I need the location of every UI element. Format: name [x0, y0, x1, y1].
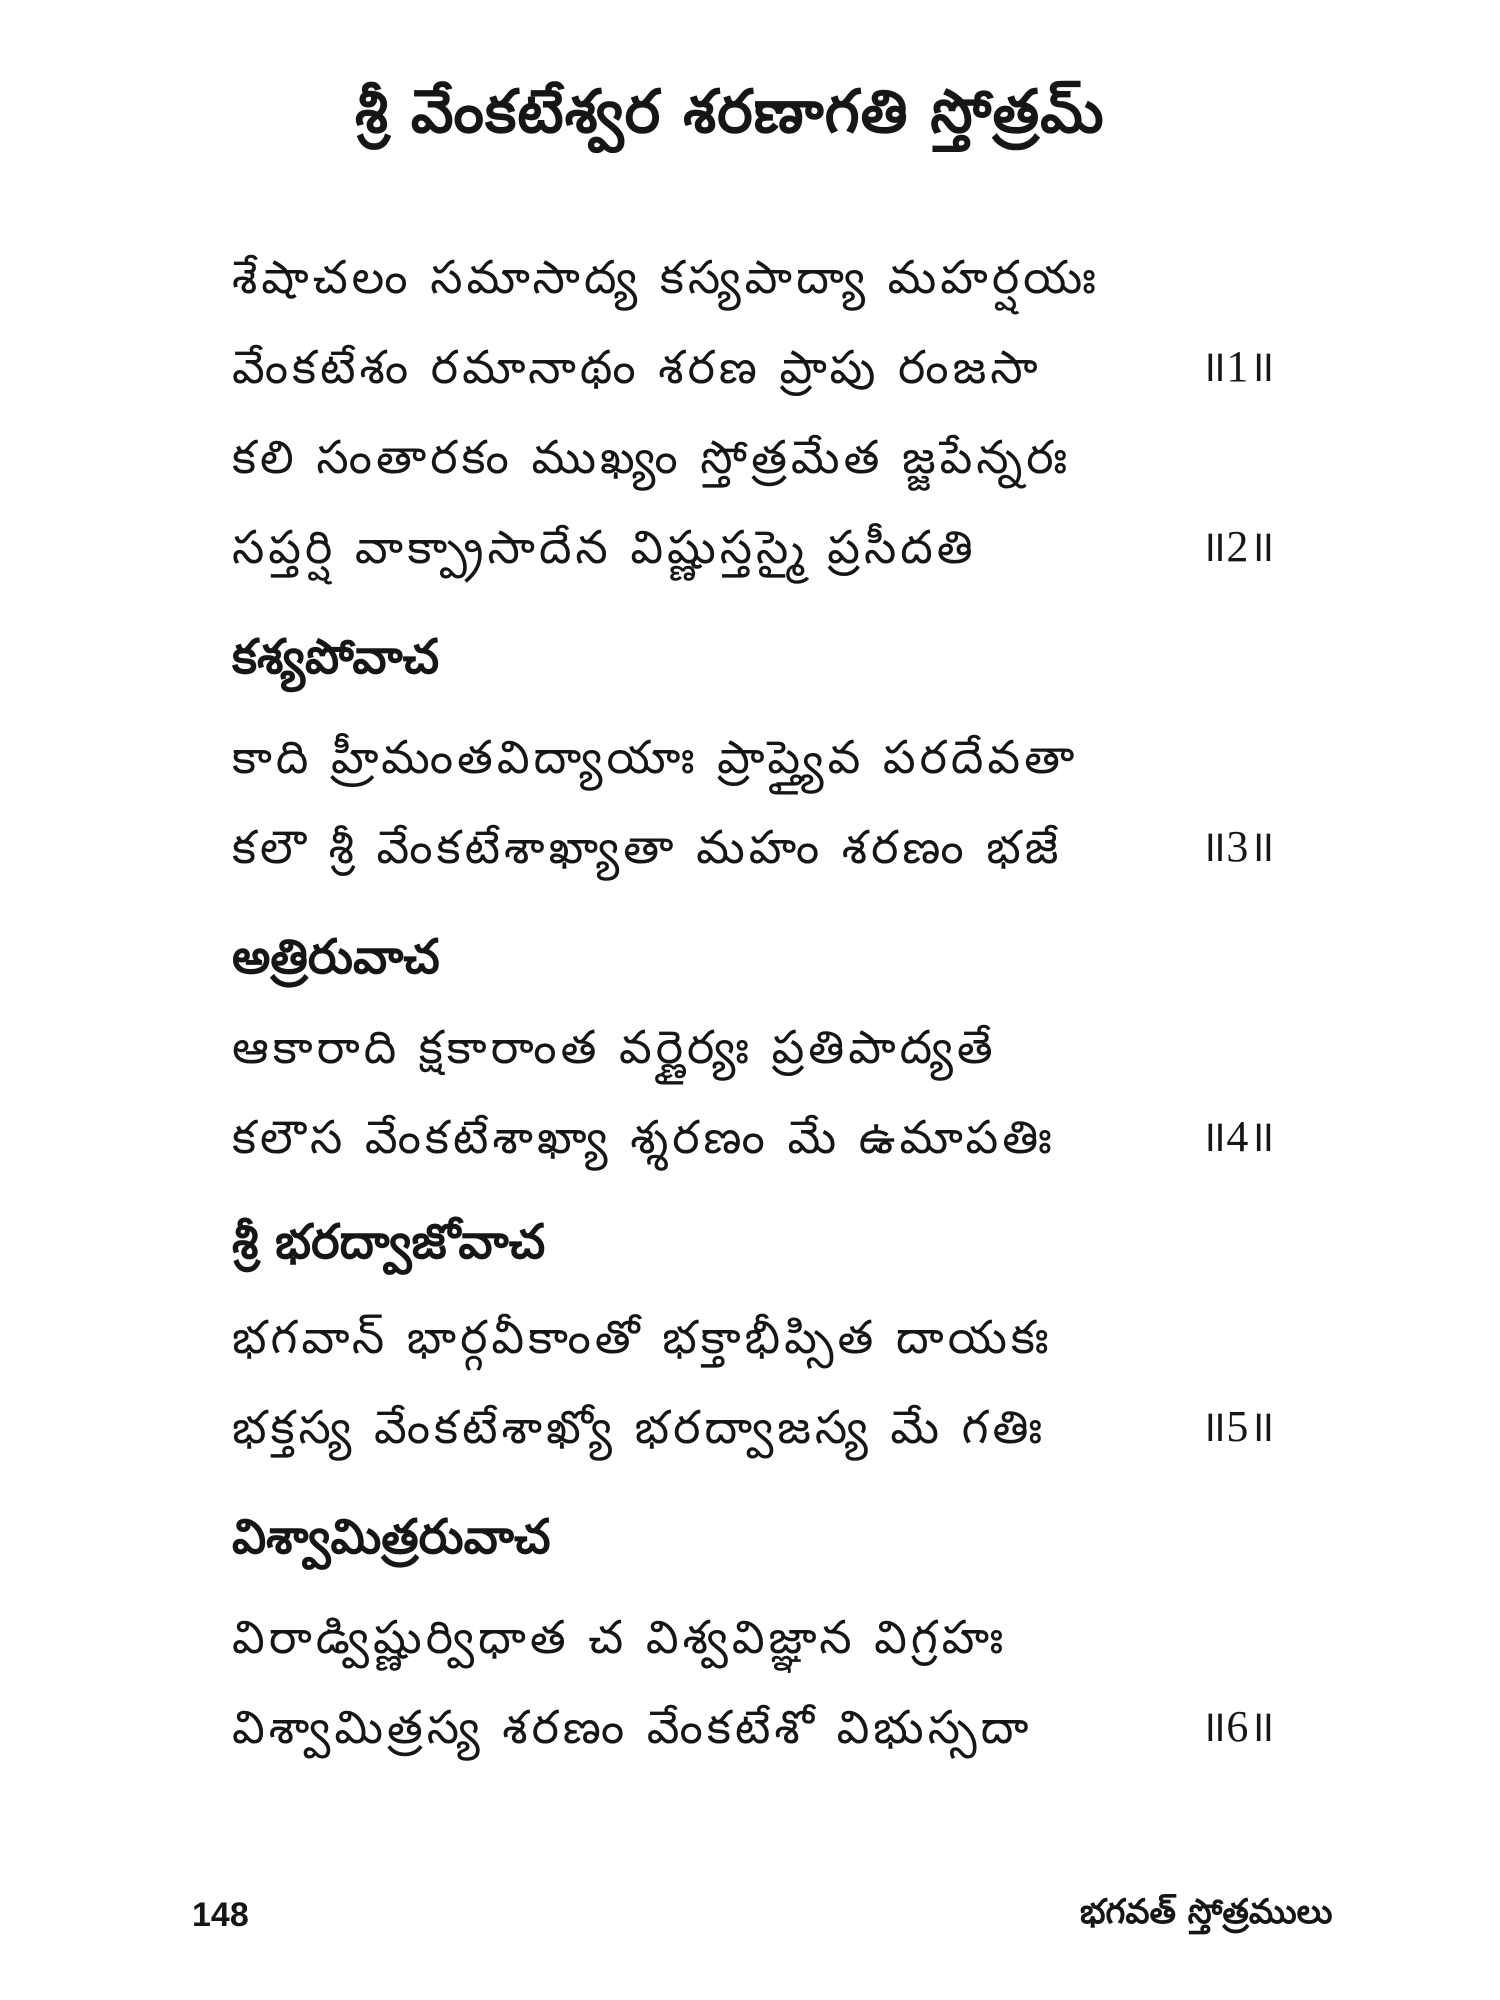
verse-2-line-1: కలి సంతారకం ముఖ్యం స్తోత్రమేత జ్జపేన్నరః — [232, 430, 1072, 484]
verse-number-3: ॥3॥ — [1200, 822, 1275, 871]
verse-1-line-2: వేంకటేశం రమానాథం శరణ ప్రాపు రంజసా — [232, 340, 1042, 394]
verse-4-line-1: ఆకారాది క్షకారాంత వర్ణైర్యః ప్రతిపాద్యతే — [232, 1020, 997, 1074]
verse-1-line-1: శేషాచలం సమాసాద్య కస్యపాద్యా మహర్షయః — [232, 250, 1100, 304]
speaker-heading-vishwamitra: విశ్వామిత్రరువాచ — [232, 1509, 551, 1565]
page-title: శ్రీ వేంకటేశ్వర శరణాగతి స్తోత్రమ్ — [355, 77, 1105, 147]
verse-3-line-1: కాది హ్రీమంతవిద్యాయాః ప్రాప్త్యైవ పరదేవతా — [232, 730, 1079, 784]
verse-number-2: ॥2॥ — [1200, 522, 1275, 571]
verse-number-4: ॥4॥ — [1200, 1112, 1275, 1161]
verse-number-1: ॥1॥ — [1200, 342, 1275, 391]
speaker-heading-kashyapa: కశ్యపోవాచ — [232, 629, 440, 685]
verse-6-line-2: విశ్వామిత్రస్య శరణం వేంకటేశో విభుస్సదా — [232, 1700, 1033, 1754]
speaker-heading-atri: అత్రిరువాచ — [232, 929, 440, 985]
verse-5-line-2: భక్తస్య వేంకటేశాఖ్యో భరద్వాజస్య మే గతిః — [232, 1400, 1047, 1454]
verse-6-line-1: విరాడ్విష్ణుర్విధాత చ విశ్వవిజ్ఞాన విగ్రహః — [232, 1610, 1008, 1664]
verse-4-line-2: కలౌస వేంకటేశాఖ్యా శ్శరణం మే ఉమాపతిః — [232, 1110, 1056, 1164]
speaker-heading-bharadwaja: శ్రీ భరద్వాజోవాచ — [232, 1214, 546, 1270]
verse-number-6: ॥6॥ — [1200, 1702, 1275, 1751]
verse-3-line-2: కలౌ శ్రీ వేంకటేశాఖ్యాతా మహం శరణం భజే — [232, 820, 1063, 874]
page-number: 148 — [192, 1896, 249, 1934]
verse-2-line-2: సప్తర్షి వాక్ప్రాసాదేన విష్ణుస్తస్మై ప్రసీదతి — [232, 520, 977, 574]
verse-5-line-1: భగవాన్ భార్గవీకాంతో భక్తాభీప్సిత దాయకః — [232, 1310, 1053, 1364]
verse-number-5: ॥5॥ — [1200, 1402, 1275, 1451]
running-footer-title: భగవత్ స్తోత్రములు — [1080, 1892, 1333, 1932]
